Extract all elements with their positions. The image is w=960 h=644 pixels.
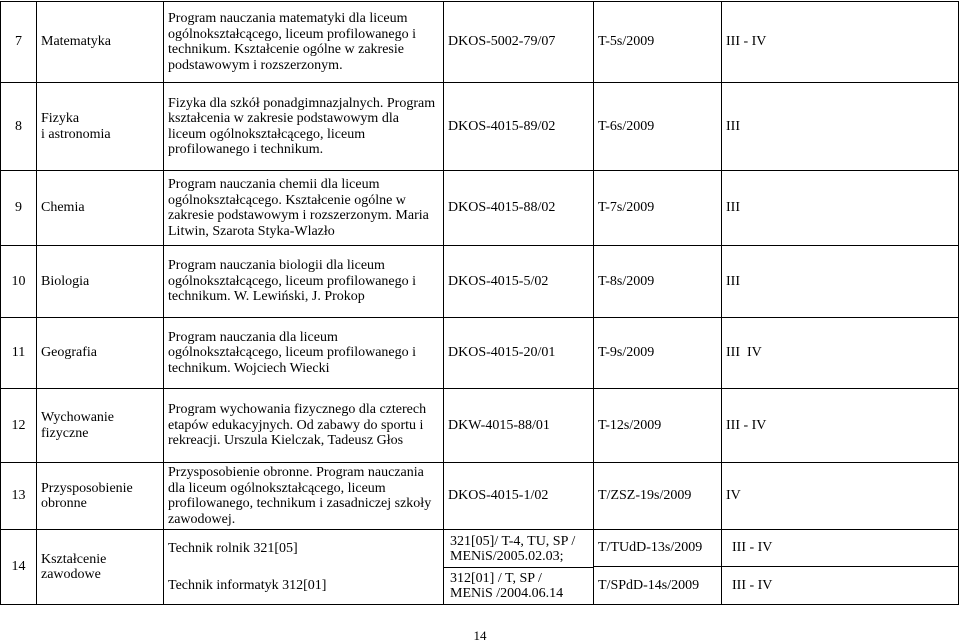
- class-range: III - IV: [722, 389, 959, 463]
- program-description: Fizyka dla szkół ponadgimnazjalnych. Program kształcenia w zakresie podstawowym dla liceum ogólnokształcącego, liceum profilowanego i technikum.: [164, 83, 444, 171]
- class-range: IV: [722, 463, 959, 530]
- table-row: [1, 389, 959, 463]
- table-row: [1, 530, 959, 605]
- subject-name: Biologia: [37, 246, 164, 318]
- approval-code: 312[01] / T, SP / MENiS /2004.06.14: [444, 567, 593, 604]
- program-description: Przysposobienie obronne. Program nauczania dla liceum ogólnokształcącego, liceum profilowanego, technikum i zasadniczej szkoły zawodowej.: [164, 463, 444, 530]
- approval-code-group: [444, 530, 594, 605]
- approval-code: DKOS-4015-1/02: [444, 463, 594, 530]
- table-row: [1, 463, 959, 530]
- subject-name: Chemia: [37, 171, 164, 246]
- row-number: 12: [1, 389, 37, 463]
- program-description: Program wychowania fizycznego dla czterech etapów edukacyjnych. Od zabawy do sportu i rekreacji. Urszula Kielczak, Tadeusz Głos: [164, 389, 444, 463]
- program-number: T/ZSZ-19s/2009: [594, 463, 722, 530]
- subject-name: Przysposobienie obronne: [37, 463, 164, 530]
- approval-code: 321[05]/ T-4, TU, SP / MENiS/2005.02.03;: [450, 533, 576, 564]
- program-description: Program nauczania dla liceum ogólnokształcącego, liceum profilowanego i technikum. Wojciech Wiecki: [164, 318, 444, 389]
- program-description: Program nauczania chemii dla liceum ogólnokształcącego. Kształcenie ogólne w zakresie podstawowym i rozszerzonym. Maria Litwin, Szarota Styka-Wlazło: [164, 171, 444, 246]
- class-range: III: [722, 246, 959, 318]
- program-number: T-9s/2009: [594, 318, 722, 389]
- program-number: T-8s/2009: [594, 246, 722, 318]
- row-number: 9: [1, 171, 37, 246]
- row-number: 14: [1, 530, 37, 605]
- class-range: III: [722, 171, 959, 246]
- table-row: [1, 83, 959, 171]
- program-number: T-5s/2009: [594, 2, 722, 83]
- approval-code: DKW-4015-88/01: [444, 389, 594, 463]
- approval-code: DKOS-4015-5/02: [444, 246, 594, 318]
- approval-code: DKOS-4015-20/01: [444, 318, 594, 389]
- class-range: III - IV: [722, 566, 958, 604]
- program-number: T-12s/2009: [594, 389, 722, 463]
- table-row: [1, 171, 959, 246]
- row-number: 13: [1, 463, 37, 530]
- curriculum-table: [0, 1, 959, 605]
- class-range-group: [722, 530, 959, 605]
- approval-code: DKOS-5002-79/07: [444, 2, 594, 83]
- program-number: T-6s/2009: [594, 83, 722, 171]
- table-row: [1, 2, 959, 83]
- program-description-group: [164, 530, 444, 605]
- subject-name: Matematyka: [37, 2, 164, 83]
- program-number-group: [594, 530, 722, 605]
- table-row: [1, 246, 959, 318]
- program-description: Program nauczania matematyki dla liceum ogólnokształcącego, liceum profilowanego i technikum. Kształcenie ogólne w zakresie podstawowym i rozszerzonym.: [164, 2, 444, 83]
- class-range: III - IV: [732, 540, 773, 555]
- page-number: 14: [473, 628, 487, 643]
- program-description: Technik rolnik 321[05]: [168, 540, 298, 556]
- program-description: Technik informatyk 312[01]: [168, 577, 327, 593]
- program-number: T/SPdD-14s/2009: [594, 566, 721, 604]
- row-number: 7: [1, 2, 37, 83]
- class-range: III: [722, 83, 959, 171]
- subject-name: Kształcenie zawodowe: [37, 530, 164, 605]
- program-description: Program nauczania biologii dla liceum ogólnokształcącego, liceum profilowanego i technikum. W. Lewiński, J. Prokop: [164, 246, 444, 318]
- class-range: III IV: [722, 318, 959, 389]
- subject-name: Wychowanie fizyczne: [37, 389, 164, 463]
- table-row: [1, 318, 959, 389]
- class-range: III - IV: [722, 2, 959, 83]
- row-number: 8: [1, 83, 37, 171]
- row-number: 10: [1, 246, 37, 318]
- approval-code: DKOS-4015-88/02: [444, 171, 594, 246]
- program-number: T-7s/2009: [594, 171, 722, 246]
- subject-name: Fizyka i astronomia: [37, 83, 164, 171]
- row-number: 11: [1, 318, 37, 389]
- subject-name: Geografia: [37, 318, 164, 389]
- program-number: T/TUdD-13s/2009: [598, 540, 703, 555]
- approval-code: DKOS-4015-89/02: [444, 83, 594, 171]
